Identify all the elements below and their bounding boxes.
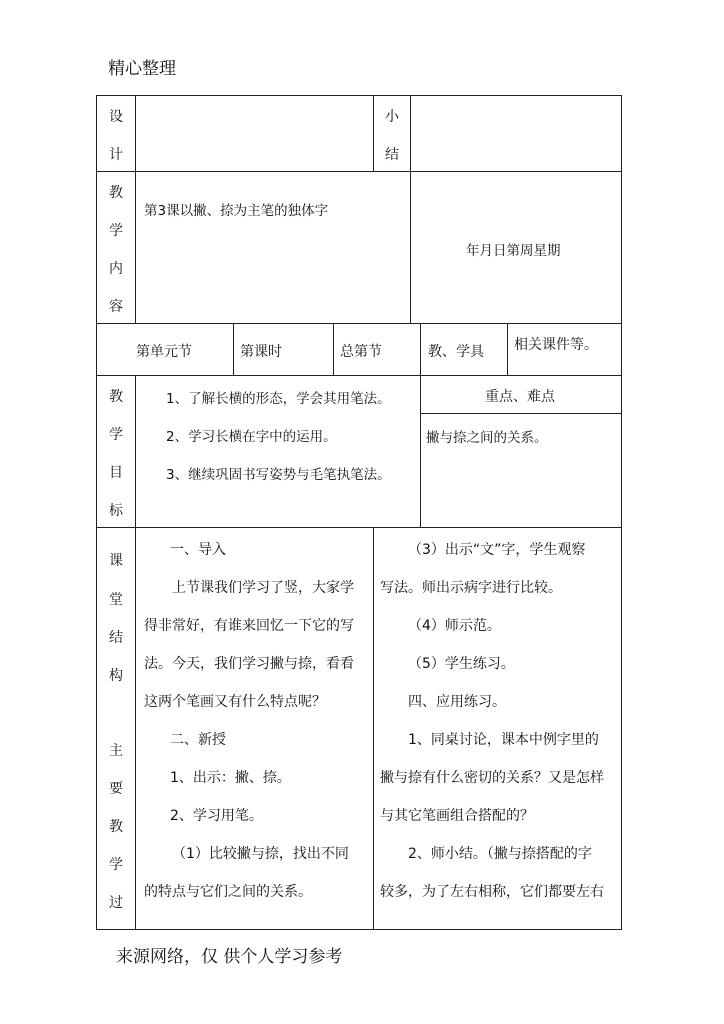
summary-label-char: 结 bbox=[385, 147, 399, 163]
page-header: 精心整理 bbox=[108, 59, 176, 79]
procedure-line: 2、学习用笔。 bbox=[170, 808, 263, 824]
page-footer: 来源网络，仅 供个人学习参考 bbox=[116, 947, 343, 967]
date-line: 年月日第周星期 bbox=[466, 243, 561, 259]
goal-item: 3、继续巩固书写姿势与毛笔执笔法。 bbox=[166, 467, 391, 483]
structure-label-char: 构 bbox=[109, 668, 123, 684]
content-label-char: 学 bbox=[109, 223, 123, 239]
goals-label-char: 标 bbox=[109, 503, 123, 519]
procedure-line: 与其它笔画组合搭配的？ bbox=[380, 808, 534, 824]
procedure-line: （4）师示范。 bbox=[408, 618, 501, 634]
key-points-value: 撇与捺之间的关系。 bbox=[426, 430, 548, 446]
procedure-line: 得非常好，有谁来回忆一下它的写 bbox=[144, 618, 354, 634]
content-label-char: 容 bbox=[109, 299, 123, 315]
summary-label-char: 小 bbox=[385, 109, 399, 125]
procedure-line: 1、同桌讨论，课本中例字里的 bbox=[408, 732, 599, 748]
goal-item: 1、了解长横的形态，学会其用笔法。 bbox=[166, 391, 391, 407]
structure-label-char: 课 bbox=[109, 553, 123, 569]
content-label-char: 内 bbox=[109, 261, 123, 277]
unit-section: 第单元节 bbox=[136, 344, 192, 360]
process-label-char: 主 bbox=[109, 743, 123, 759]
lesson-hours: 第课时 bbox=[240, 344, 282, 360]
structure-label-char: 堂 bbox=[109, 592, 123, 608]
procedure-line: 写法。师出示病字进行比较。 bbox=[380, 580, 562, 596]
procedure-line: 四、应用练习。 bbox=[408, 694, 506, 710]
procedure-line: 一、导入 bbox=[170, 542, 226, 558]
teaching-aids-value: 相关课件等。 bbox=[514, 337, 598, 353]
goal-item: 2、学习长横在字中的运用。 bbox=[166, 429, 337, 445]
process-label-char: 过 bbox=[109, 895, 123, 911]
design-label-char: 设 bbox=[109, 109, 123, 125]
procedure-line: 二、新授 bbox=[170, 732, 226, 748]
procedure-line: 撇与捺有什么密切的关系？又是怎样 bbox=[380, 770, 604, 786]
key-points-label: 重点、难点 bbox=[485, 389, 555, 405]
design-label-char: 计 bbox=[109, 147, 123, 163]
structure-label-char: 结 bbox=[109, 630, 123, 646]
process-label-char: 要 bbox=[109, 781, 123, 797]
procedure-line: 法。今天，我们学习撇与捺，看看 bbox=[144, 656, 354, 672]
goals-label-char: 目 bbox=[109, 465, 123, 481]
goals-label-char: 教 bbox=[109, 389, 123, 405]
procedure-line: 的特点与它们之间的关系。 bbox=[144, 884, 312, 900]
teaching-aids-label: 教、学具 bbox=[428, 344, 484, 360]
procedure-line: （1）比较撇与捺，找出不同 bbox=[172, 846, 349, 862]
process-label-char: 学 bbox=[109, 857, 123, 873]
procedure-line: 较多，为了左右相称，它们都要左右 bbox=[380, 884, 604, 900]
lesson-title: 第3课以撇、捺为主笔的独体字 bbox=[144, 203, 329, 219]
procedure-line: 2、师小结。（撇与捺搭配的字 bbox=[408, 846, 592, 862]
procedure-line: （3）出示“文”字，学生观察 bbox=[408, 542, 586, 558]
procedure-line: 1、出示：撇、捺。 bbox=[170, 770, 291, 786]
process-label-char: 教 bbox=[109, 819, 123, 835]
procedure-line: （5）学生练习。 bbox=[408, 656, 515, 672]
procedure-line: 上节课我们学习了竖，大家学 bbox=[172, 580, 354, 596]
goals-label-char: 学 bbox=[109, 427, 123, 443]
content-label-char: 教 bbox=[109, 185, 123, 201]
total-section: 总第节 bbox=[340, 344, 382, 360]
procedure-line: 这两个笔画又有什么特点呢？ bbox=[144, 694, 326, 710]
